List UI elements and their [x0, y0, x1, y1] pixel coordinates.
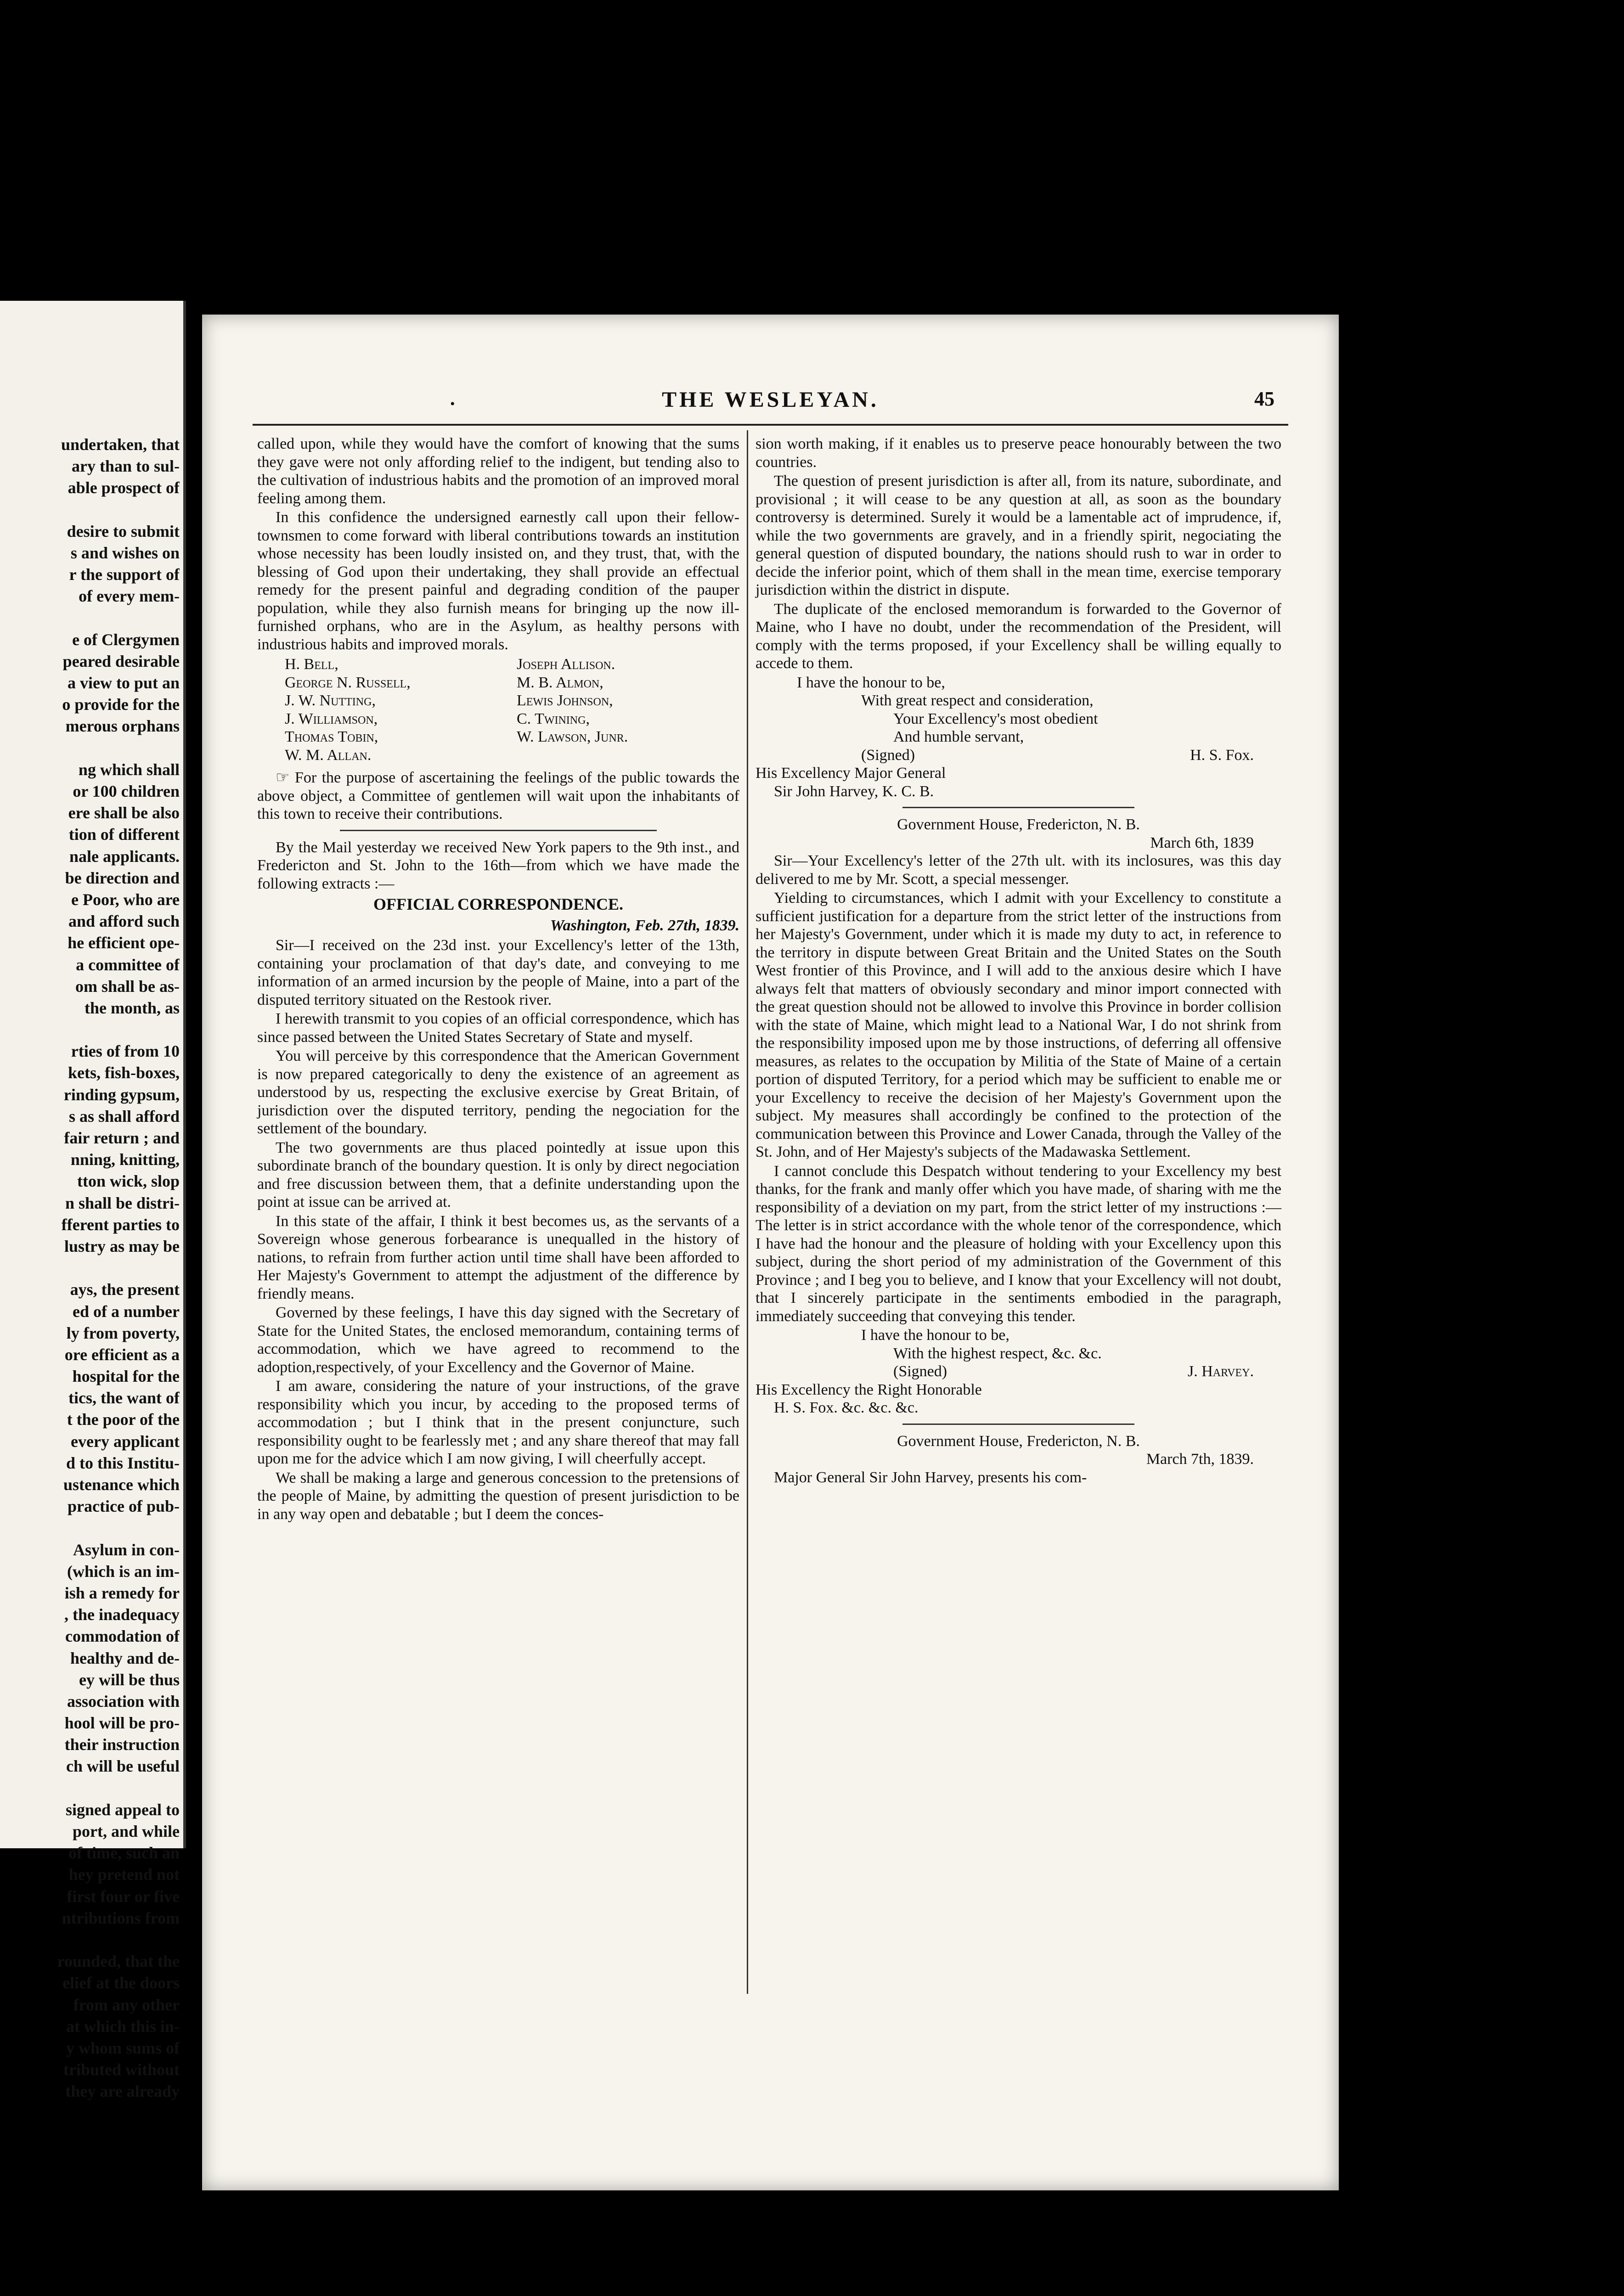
adjacent-text-line: hool will be pro-	[64, 1714, 180, 1733]
adjacent-text-line	[0, 737, 180, 759]
article-paragraph: In this confidence the undersigned earnestly call upon their fellow-townsmen to come forward with liberal contributions towards an institution whose necessity has been loudly insisted on, and they trust, that, with the blessing of God upon their undertaking, they shall provide an effectual remedy for the present painful and degrading condition of the pauper population, while they also furnish means for bringing up the now ill-furnished orphans, who are in the Asylum, as healthy persons with industrious habits and improved morals.	[257, 509, 739, 653]
page-number: 45	[1254, 388, 1274, 410]
adjacent-text-line: om shall be as-	[75, 977, 180, 996]
adjacent-text-line: association with	[67, 1692, 180, 1711]
letter-paragraph: Governed by these feelings, I have this day signed with the Secretary of State for the United States, the enclosed memorandum, containing terms of accommodation, which we have agreed to recommend to the adoption,respectively, of your Excellency and the Governor of Maine.	[257, 1304, 739, 1376]
adjacent-text-line: and afford such	[68, 912, 180, 931]
letter-paragraph: In this state of the affair, I think it best becomes us, as the servants of a Sovereign whose generous forbearance is unequalled in the history of nations, to refrain from further action until time shall have been afforded to Her Majesty's Government to attempt the adjustment of the difference by friendly means.	[257, 1212, 739, 1302]
adjacent-text-line: ly from poverty,	[66, 1323, 180, 1342]
adjacent-text-line: ed of a number	[73, 1302, 180, 1321]
adjacent-page-text	[0, 434, 180, 2102]
signatory: J. W. Nutting,	[285, 692, 376, 709]
adjacent-text-line: the month, as	[84, 998, 180, 1017]
letter-paragraph: You will perceive by this correspondence that the American Government is now prepared categorically to deny the existence of an agreement as understood by us, respecting the exclusive exercise by Great Britain, of jurisdiction over the disputed territory, pending the negociation for the settlement of the boundary.	[257, 1047, 739, 1137]
adjacent-page-strip	[0, 301, 186, 2101]
adjacent-text-line: hey pretend not	[68, 1865, 180, 1884]
letter-paragraph: Yielding to circumstances, which I admit with your Excellency to constitute a sufficient justification for a departure from the strict letter of the instructions from her Majesty's Government, under which it is made my duty to act, in reference to the territory in dispute between Great Britain and the United States on the South West frontier of this Province, and I will add to the anxious desire which I have always felt that matters of obviously secondary and minor import connected with the great question should not be allowed to involve this Province in border collision with the state of Maine, which might lead to a National War, I do not shrink from the responsibility imposed upon me by those instructions, of deferring all offensive measures, as relates to the occupation by Militia of the State of Maine of a certain portion of disputed Territory, for a period which may be sufficient to enable me or your Excellency to receive the decision of her Majesty's Government upon the subject. My measures shall accordingly be confined to the protection of the communication between this Province and Lower Canada, through the Valley of the St. John, and of Her Majesty's subjects of the Madawaska Settlement.	[756, 889, 1281, 1160]
adjacent-text-line: or 100 children	[73, 782, 180, 800]
adjacent-text-line: tics, the want of	[68, 1389, 180, 1407]
adjacent-text-line: ustenance which	[63, 1475, 180, 1494]
adjacent-text-line: rinding gypsum,	[63, 1085, 180, 1104]
adjacent-text-line: (which is an im-	[67, 1562, 180, 1581]
adjacent-text-line: from any other	[73, 1995, 180, 2014]
addressee: His Excellency the Right Honorable	[756, 1381, 982, 1398]
signatory: M. B. Almon,	[517, 674, 603, 691]
adjacent-text-line: tton wick, slop	[77, 1172, 180, 1191]
signatory: H. Bell,	[285, 656, 338, 673]
adjacent-text-line: rties of from 10	[71, 1042, 180, 1061]
adjacent-text-line: tion of different	[68, 825, 180, 844]
adjacent-text-line: desire to submit	[67, 522, 180, 540]
adjacent-text-line: a committee of	[76, 955, 180, 974]
letter-paragraph: The two governments are thus placed pointedly at issue upon this subordinate branch of the boundary question. It is only by direct negociation and free discussion between them, that a definite understanding upon the point at issue can be arrived at.	[257, 1139, 739, 1210]
strip-edge	[183, 301, 186, 1848]
adjacent-text-line: healthy and de-	[70, 1649, 180, 1667]
adjacent-text-line: peared desirable	[62, 652, 180, 670]
letter-paragraph: Major General Sir John Harvey, presents his com-	[774, 1469, 1087, 1486]
letter-paragraph: The question of present jurisdiction is after all, from its nature, subordinate, and provisional ; it will cease to be any question at all, as soon as the boundary controversy is determined. Surely it would be a lamentable act of imprudence, if, while the two governments are gravely, and in a friendly spirit, negociating the general question of disputed boundary, the nations should rush to war in order to decide the inferior point, which of them shall in the mean time, exercise temporary jurisdiction within the district in dispute.	[756, 473, 1281, 598]
adjacent-text-line: ch will be useful	[66, 1757, 180, 1776]
adjacent-text-line: d to this Institu-	[66, 1453, 180, 1472]
letter-paragraph: Sir—I received on the 23d inst. your Excellency's letter of the 13th, containing your proclamation of that day's date, and conveying to me information of an armed incursion by the people of Maine, into a part of the disputed territory situated on the Restook river.	[257, 937, 739, 1008]
adjacent-text-line: fair return ; and	[64, 1129, 180, 1147]
adjacent-text-line: Asylum in con-	[73, 1540, 180, 1559]
signature-line	[756, 746, 1281, 765]
adjacent-text-line: n shall be distri-	[65, 1193, 180, 1212]
committee-notice: ☞ For the purpose of ascertaining the feelings of the public towards the above object, a Committee of gentlemen will wait upon the inhabitants of this town to receive their contributions.	[257, 769, 739, 822]
adjacent-text-line: e of Clergymen	[72, 630, 180, 649]
adjacent-text-line: undertaken, that	[61, 435, 180, 454]
letter-address-heading: Government House, Fredericton, N. B.	[897, 1432, 1140, 1450]
adjacent-text-line: first four or five	[67, 1887, 180, 1906]
adjacent-text-line: ish a remedy for	[64, 1583, 180, 1602]
masthead-title: THE WESLEYAN.	[662, 388, 879, 412]
adjacent-text-line: ntributions from	[62, 1908, 180, 1927]
adjacent-text-line: t the poor of the	[67, 1410, 180, 1429]
adjacent-text-line: signed appeal to	[65, 1800, 180, 1819]
adjacent-text-line: lustry as may be	[64, 1237, 180, 1255]
adjacent-text-line: ore efficient as a	[64, 1345, 180, 1364]
letter-paragraph: We shall be making a large and generous concession to the pretensions of the people of Maine, by admitting the question of present jurisdiction to be in any way open and debatable ; but I deem the conces-	[257, 1469, 739, 1523]
letter-paragraph: I cannot conclude this Despatch without tendering to your Excellency my best thanks, for the frank and manly offer which you have made, of sharing with me the responsibility of a deviation on my part, from the strict letter of my instructions :—The letter is in strict accordance with the whole tenor of the correspondence, which I have had the honour and the pleasure of holding with your Excellency upon this subject, during the short period of my administration of the Government of this Province ; and I beg you to believe, and I know that your Excellency will not doubt, that I sincerely participate in the sentiments embodied in the paragraph, immediately succeeding that conveying this tender.	[756, 1162, 1281, 1325]
letter-paragraph: Sir—Your Excellency's letter of the 27th ult. with its inclosures, was this day delivered to me by Mr. Scott, a special messenger.	[756, 852, 1281, 888]
adjacent-text-line	[0, 1929, 180, 1951]
adjacent-text-line: of time, such an	[68, 1844, 180, 1863]
letter-date: March 7th, 1839.	[1146, 1451, 1254, 1468]
adjacent-text-line	[0, 499, 180, 521]
adjacent-text-line: be direction and	[65, 868, 180, 887]
adjacent-text-line: elief at the doors	[62, 1974, 180, 1992]
signatory: Lewis Johnson,	[517, 692, 613, 709]
signatory: W. M. Allan.	[285, 746, 372, 764]
article-paragraph: called upon, while they would have the comfort of knowing that the sums they gave were not only affording relief to the indigent, but tending also to the cultivation of industrious habits and the promotion of an improved moral feeling among them.	[257, 435, 739, 507]
letter-closing: With the highest respect, &c. &c.	[893, 1345, 1102, 1362]
section-rule	[340, 830, 657, 831]
adjacent-text-line: ng which shall	[78, 760, 180, 779]
adjacent-text-line: y whom sums of	[66, 2038, 180, 2057]
adjacent-text-line: o provide for the	[62, 695, 180, 714]
adjacent-text-line: ary than to sul-	[71, 457, 180, 476]
adjacent-text-line: r the support of	[69, 565, 180, 584]
column-left	[257, 435, 739, 1524]
adjacent-text-line: merous orphans	[65, 717, 180, 736]
letter-closing: Your Excellency's most obedient	[893, 710, 1098, 727]
section-heading: OFFICIAL CORRESPONDENCE.	[373, 895, 624, 913]
signatory: C. Twining,	[517, 710, 590, 727]
signed-label: (Signed)	[893, 1363, 947, 1380]
section-rule	[902, 807, 1134, 808]
adjacent-text-line: at which this in-	[66, 2017, 180, 2036]
adjacent-text-line: a view to put an	[67, 674, 180, 692]
adjacent-text-line: nning, knitting,	[70, 1150, 180, 1169]
letter-paragraph: I am aware, considering the nature of your instructions, of the grave responsibility which you incur, by acceding to the proposed terms of accommodation ; but I think that in the present conjuncture, such responsibility ought to be fearlessly met ; and any share thereof that may fall upon me for the advice which I am now giving, I will cheerfully accept.	[257, 1378, 739, 1467]
adjacent-text-line: ays, the present	[70, 1280, 180, 1299]
adjacent-text-line	[0, 1517, 180, 1539]
adjacent-text-line	[0, 1257, 180, 1279]
adjacent-text-line: port, and while	[72, 1822, 180, 1840]
letter-paragraph: I herewith transmit to you copies of an official correspondence, which has since passed between the United States Secretary of State and myself.	[257, 1010, 739, 1046]
letter-paragraph: The duplicate of the enclosed memorandum is forwarded to the Governor of Maine, who I have no doubt, under the recommendation of the President, will comply with the terms proposed, if your Excellency shall be willing equally to accede to them.	[756, 600, 1281, 672]
letter-closing: I have the honour to be,	[861, 1327, 1009, 1344]
signatory: W. Lawson, Junr.	[517, 728, 628, 745]
adjacent-text-line: nale applicants.	[69, 847, 180, 866]
signatory: George N. Russell,	[285, 674, 411, 691]
adjacent-text-line: their instruction	[64, 1735, 180, 1754]
letter-closing: And humble servant,	[893, 728, 1024, 745]
adjacent-text-line: s as shall afford	[68, 1107, 180, 1125]
adjacent-text-line: able prospect of	[68, 478, 180, 497]
mail-paragraph: By the Mail yesterday we received New York papers to the 9th inst., and Fredericton and St. John to the 16th—from which we have made the following extracts :—	[257, 838, 739, 892]
signatory	[517, 746, 739, 765]
page-header	[202, 387, 1339, 419]
adjacent-text-line: every applicant	[71, 1432, 180, 1451]
adjacent-text-line	[0, 608, 180, 629]
signatory: Joseph Allison.	[517, 656, 615, 673]
section-rule	[902, 1424, 1134, 1425]
adjacent-text-line: fferent parties to	[61, 1215, 180, 1234]
adjacent-text-line: of every mem-	[79, 587, 180, 606]
adjacent-text-line	[0, 1778, 180, 1799]
addressee: H. S. Fox. &c. &c. &c.	[774, 1399, 919, 1416]
newspaper-page	[202, 315, 1339, 2190]
adjacent-text-line: practice of pub-	[68, 1497, 180, 1516]
adjacent-text-line: he efficient ope-	[68, 934, 180, 952]
letter-paragraph: sion worth making, if it enables us to preserve peace honourably between the two countries.	[756, 435, 1281, 471]
letter-closing: I have the honour to be,	[797, 674, 945, 691]
signer-name: J. Harvey.	[1187, 1363, 1254, 1380]
adjacent-text-line: kets, fish-boxes,	[68, 1064, 180, 1082]
letter-dateline: Washington, Feb. 27th, 1839.	[550, 917, 739, 934]
adjacent-text-line: ere shall be also	[68, 804, 180, 822]
header-dot: •	[450, 396, 455, 411]
adjacent-text-line: tributed without	[63, 2060, 180, 2079]
adjacent-text-line: , the inadequacy	[64, 1605, 180, 1624]
signed-label: (Signed)	[861, 746, 915, 764]
letter-closing: With great respect and consideration,	[861, 692, 1094, 709]
letter-date: March 6th, 1839	[1150, 834, 1254, 851]
adjacent-text-line: e Poor, who are	[71, 890, 180, 909]
addressee: His Excellency Major General	[756, 765, 946, 782]
column-rule	[747, 430, 748, 1994]
adjacent-text-line: they are already	[65, 2082, 180, 2101]
signer-name: H. S. Fox.	[1190, 746, 1254, 764]
signatory: J. Williamson,	[285, 710, 378, 727]
signatories	[285, 655, 739, 764]
signature-line	[756, 1362, 1281, 1381]
adjacent-text-line: s and wishes on	[70, 543, 180, 562]
adjacent-text-line: ey will be thus	[79, 1670, 180, 1689]
letter-address-heading: Government House, Fredericton, N. B.	[897, 816, 1140, 833]
header-rule	[253, 424, 1288, 426]
column-right	[756, 435, 1281, 1487]
adjacent-text-line: commodation of	[65, 1627, 180, 1646]
adjacent-text-line: rounded, that the	[57, 1952, 180, 1971]
adjacent-text-line	[0, 1019, 180, 1041]
addressee: Sir John Harvey, K. C. B.	[774, 782, 934, 800]
adjacent-text-line: hospital for the	[72, 1367, 180, 1386]
signatory: Thomas Tobin,	[285, 728, 378, 745]
